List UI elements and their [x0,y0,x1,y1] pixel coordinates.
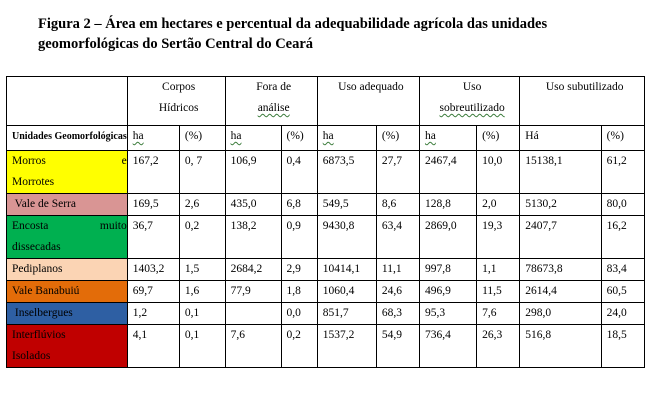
percent-cell: 27,7 [376,151,419,194]
percent-cell: 61,2 [601,151,644,194]
hectares-cell: 516,8 [520,325,601,368]
percent-cell: 2,0 [477,194,520,216]
hectares-cell: 2614,4 [520,281,601,303]
unit-name-part: Pediplanos [12,263,63,275]
hectares-cell: 169,5 [127,194,179,216]
percent-cell: 2,9 [281,259,317,281]
percent-cell: 54,9 [376,325,419,368]
percent-cell: 63,4 [376,216,419,259]
adequability-table [6,76,645,368]
subheader-ha-3: ha [317,126,376,151]
percent-cell: 0, 7 [179,151,225,194]
hectares-cell: 736,4 [419,325,476,368]
hectares-cell: 69,7 [127,281,179,303]
subheader-pct-2: (%) [281,126,317,151]
hectares-cell: 36,7 [127,216,179,259]
percent-cell: 19,3 [477,216,520,259]
percent-cell: 0,4 [281,151,317,194]
figure-title [38,14,638,54]
hectares-cell: 128,8 [419,194,476,216]
hectares-cell: 435,0 [225,194,281,216]
group-header-row [7,77,645,126]
table-row [7,151,645,194]
percent-cell: 80,0 [601,194,644,216]
table-row [7,325,645,368]
hectares-cell: 7,6 [225,325,281,368]
unit-name-part: dissecadas [12,241,61,253]
percent-cell: 24,6 [376,281,419,303]
percent-cell: 0,1 [179,325,225,368]
unit-name-cell [7,281,128,303]
hectares-cell: 496,9 [419,281,476,303]
hectares-cell: 1537,2 [317,325,376,368]
subheader-row [7,126,645,151]
percent-cell: 68,3 [376,303,419,325]
group-header-uso-subutilizado: Uso subutilizado [520,77,645,126]
percent-cell: 83,4 [601,259,644,281]
subheader-ha-1: ha [127,126,179,151]
unit-name-part: Morros [12,155,46,167]
header-corner-cell [7,77,128,126]
table-row [7,303,645,325]
hectares-cell: 1,2 [127,303,179,325]
percent-cell: 1,6 [179,281,225,303]
figure-title-line-2: geomorfológicas do Sertão Central do Ceará [38,36,314,52]
hectares-cell: 78673,8 [520,259,601,281]
hectares-cell: 15138,1 [520,151,601,194]
percent-cell: 10,0 [477,151,520,194]
hectares-cell: 1403,2 [127,259,179,281]
unit-name-cell [7,194,128,216]
hectares-cell: 106,9 [225,151,281,194]
group-header-fora-de-analise: Fora de análise [225,77,317,126]
group-header-uso-adequado: Uso adequado [317,77,419,126]
hectares-cell [225,303,281,325]
subheader-ha-2: ha [225,126,281,151]
subheader-pct-3: (%) [376,126,419,151]
percent-cell: 11,1 [376,259,419,281]
unit-name-part: Vale Banabuiú [12,285,80,297]
table-row [7,194,645,216]
hectares-cell: 549,5 [317,194,376,216]
percent-cell: 0,0 [281,303,317,325]
subheader-pct-5: (%) [601,126,644,151]
hectares-cell: 95,3 [419,303,476,325]
hectares-cell: 2869,0 [419,216,476,259]
percent-cell: 0,2 [179,216,225,259]
subheader-ha-5: Há [520,126,601,151]
hectares-cell: 4,1 [127,325,179,368]
hectares-cell: 2407,7 [520,216,601,259]
percent-cell: 2,6 [179,194,225,216]
hectares-cell: 2467,4 [419,151,476,194]
percent-cell: 0,9 [281,216,317,259]
percent-cell: 0,1 [179,303,225,325]
unit-name-part: Inselbergues [12,307,73,319]
unit-name-part: muito [99,220,127,232]
unit-name-cell [7,216,128,259]
percent-cell: 7,6 [477,303,520,325]
unit-name-part: e [121,155,127,167]
subheader-ha-4: ha [419,126,476,151]
unit-name-cell [7,303,128,325]
subheader-pct-1: (%) [179,126,225,151]
percent-cell: 1,1 [477,259,520,281]
hectares-cell: 1060,4 [317,281,376,303]
hectares-cell: 77,9 [225,281,281,303]
percent-cell: 11,5 [477,281,520,303]
hectares-cell: 2684,2 [225,259,281,281]
hectares-cell: 138,2 [225,216,281,259]
table-row [7,259,645,281]
table-body [7,151,645,368]
unit-name-part: Encosta [12,220,49,232]
hectares-cell: 167,2 [127,151,179,194]
unit-name-part: Vale de Serra [12,198,76,210]
percent-cell: 60,5 [601,281,644,303]
unit-name-part: Interflúvios [12,329,66,341]
hectares-cell: 6873,5 [317,151,376,194]
group-header-corpos-hidricos: Corpos Hídricos [127,77,225,126]
hectares-cell: 997,8 [419,259,476,281]
percent-cell: 6,8 [281,194,317,216]
hectares-cell: 5130,2 [520,194,601,216]
percent-cell: 16,2 [601,216,644,259]
percent-cell: 0,2 [281,325,317,368]
unit-name-part: Morrotes [12,176,55,188]
percent-cell: 24,0 [601,303,644,325]
unit-name-part: Isolados [12,350,51,362]
percent-cell: 1,5 [179,259,225,281]
hectares-cell: 851,7 [317,303,376,325]
table-row [7,216,645,259]
group-header-uso-sobreutilizado: Uso sobreutilizado [419,77,519,126]
percent-cell: 18,5 [601,325,644,368]
percent-cell: 26,3 [477,325,520,368]
percent-cell: 8,6 [376,194,419,216]
hectares-cell: 298,0 [520,303,601,325]
table-row [7,281,645,303]
percent-cell: 1,8 [281,281,317,303]
subheader-pct-4: (%) [477,126,520,151]
hectares-cell: 9430,8 [317,216,376,259]
hectares-cell: 10414,1 [317,259,376,281]
unit-name-cell [7,325,128,368]
figure-title-line-1: Figura 2 – Área em hectares e percentual da adequabilidade agrícola das unidades [38,16,548,32]
unit-name-cell [7,151,128,194]
unit-name-cell [7,259,128,281]
unidades-geomorfologicas-header: Unidades Geomorfológicas [7,126,128,151]
